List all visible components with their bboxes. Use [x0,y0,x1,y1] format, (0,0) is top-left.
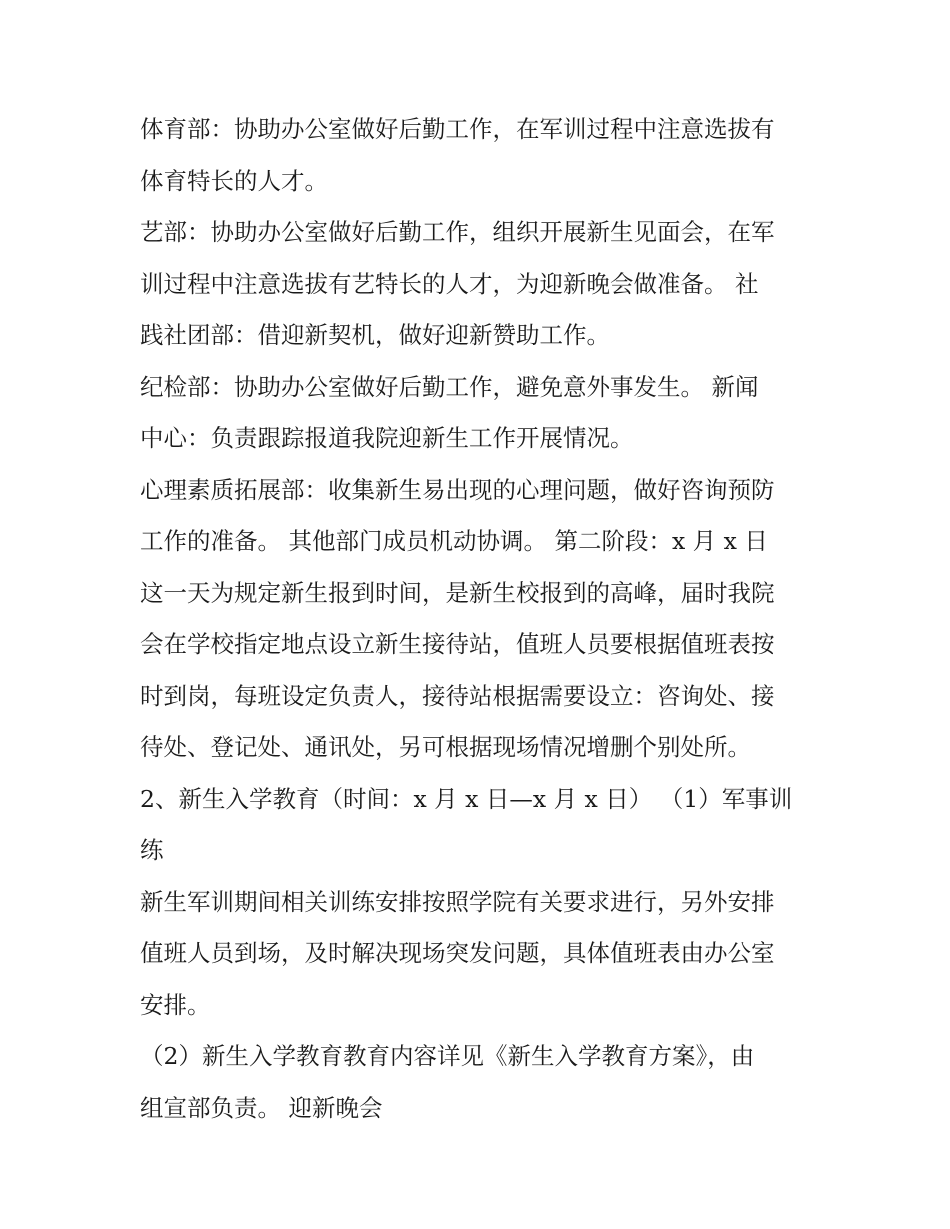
text-line: 新生军训期间相关训练安排按照学院有关要求进行，另外安排 [140,887,775,916]
text-line: 训过程中注意选拔有艺特长的人才，为迎新晚会做准备。 社 [140,269,759,298]
text-line: 2、新生入学教育（时间：x 月 x 日—x 月 x 日） （1）军事训 [140,784,793,813]
text-line: 安排。 [140,990,211,1019]
body-text [140,104,820,1134]
text-line: 中心：负责跟踪报道我院迎新生工作开展情况。 [140,424,634,452]
text-line: 心理素质拓展部：收集新生易出现的心理问题，做好咨询预防 [140,475,775,504]
text-line: 工作的准备。 其他部门成员机动协调。 第二阶段：x 月 x 日 [140,527,768,555]
text-line: 练 [140,836,164,864]
text-line: 艺部：协助办公室做好后勤工作，组织开展新生见面会，在军 [140,218,775,246]
text-line: 值班人员到场，及时解决现场突发问题，具体值班表由办公室 [140,939,775,967]
text-line: 时到岗，每班设定负责人，接待站根据需要设立：咨询处、接 [140,681,775,710]
text-line: 组宣部负责。 迎新晚会 [140,1093,383,1122]
text-line: 践社团部：借迎新契机，做好迎新赞助工作。 [140,321,610,349]
text-line: 会在学校指定地点设立新生接待站，值班人员要根据值班表按 [140,630,775,658]
text-line: 纪检部：协助办公室做好后勤工作，避免意外事发生。 新闻 [140,372,759,401]
text-line: 这一天为规定新生报到时间，是新生校报到的高峰，届时我院 [140,578,775,607]
text-line: （2）新生入学教育教育内容详见《新生入学教育方案》，由 [140,1042,755,1070]
text-line: 待处、登记处、通讯处，另可根据现场情况增删个别处所。 [140,733,751,761]
text-line: 体育部：协助办公室做好后勤工作，在军训过程中注意选拔有 [140,115,775,143]
text-line: 体育特长的人才。 [140,166,328,195]
